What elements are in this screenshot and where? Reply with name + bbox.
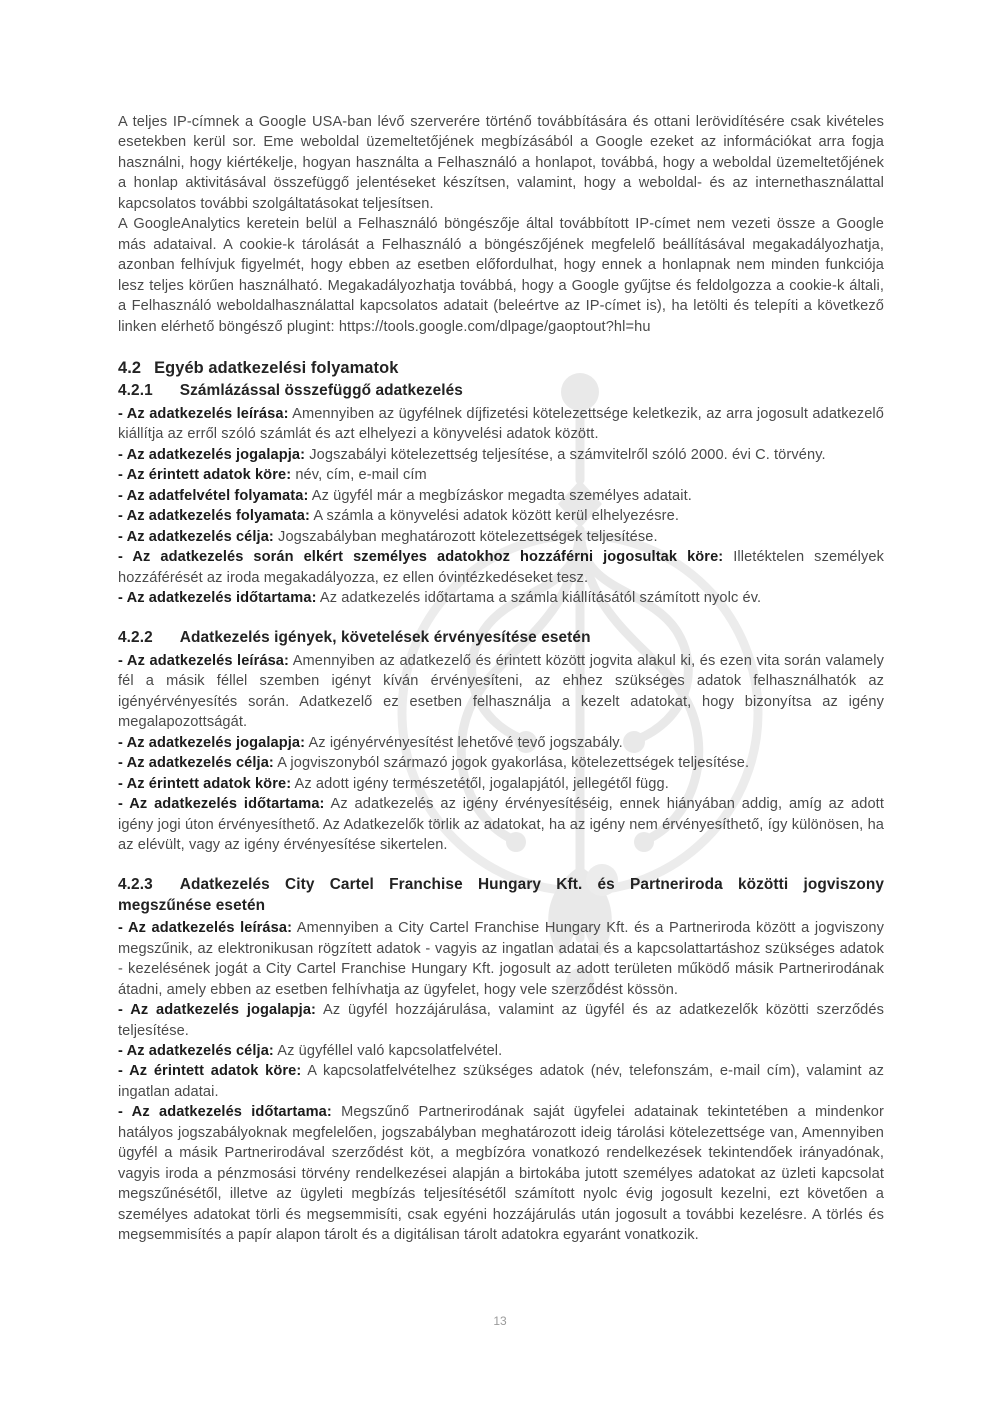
item-label: - Az adatkezelés jogalapja: [118,446,306,463]
page-content [118,112,884,1246]
data-item [118,486,884,506]
data-item [118,506,884,526]
item-text: A kapcsolatfelvételhez szükséges adatok (név, telefonszám, e-mail cím), valamint az ingatlan adatai. [118,1063,884,1100]
item-label: - Az adatkezelés leírása: [118,405,289,422]
item-text: Az adott igény természetétől, jogalapjától, jellegétől függ. [294,775,669,792]
item-label: - Az adatkezelés célja: [118,1043,274,1060]
page-number: 13 [493,1314,507,1328]
data-item [118,753,884,773]
data-item [118,794,884,855]
data-item [118,588,884,608]
item-text: Amennyiben a City Cartel Franchise Hungary Kft. és a Partneriroda között a jogviszony megszűnik, az elektronikusan rögzített adatok - vagyis az ingatlan adatai és a kapcsolattartáshoz szükséges adatok - kezelésének jogát a City Cartel Franchise Hungary Kft. jogosult az adott területen működő másik Partnerirodának átadni, amely ebben az esetben felhívhatja az ügyfelet, hogy vele szerződést kössön. [118,920,884,998]
subsection-number: 4.2.3 [118,876,153,894]
subsection-heading [118,628,884,648]
item-label: - Az adatkezelés időtartama: [118,589,317,606]
item-text: név, cím, e-mail cím [295,467,427,484]
section-number: 4.2 [118,358,142,377]
item-label: - Az adatkezelés jogalapja: [118,1002,316,1019]
item-text: Az adatkezelés időtartama a számla kiállításától számított nyolc év. [319,589,762,606]
data-item [118,404,884,445]
data-item [118,918,884,1000]
item-text: A számla a könyvelési adatok között kerül elhelyezésre. [313,508,679,525]
item-text: Jogszabályi kötelezettség teljesítése, a számvitelről szóló 2000. évi C. törvény. [309,446,826,463]
item-text: Az ügyfél hozzájárulása, valamint az ügyfél és az adatkezelők közötti szerződés teljesítése. [118,1002,885,1039]
data-item [118,445,884,465]
item-label: - Az adatkezelés során elkért személyes adatokhoz hozzáférni jogosultak köre: [118,549,724,566]
data-item [118,1041,884,1061]
item-label: - Az adatkezelés időtartama: [118,796,325,813]
data-item [118,733,884,753]
data-item [118,1000,884,1041]
subsection-title: Adatkezelés City Cartel Franchise Hungary Kft. és Partneriroda közötti jogviszony megszűnése esetén [118,876,884,914]
data-item [118,1102,884,1245]
section-heading [118,358,884,378]
item-label: - Az adatfelvétel folyamata: [118,487,309,504]
item-label: - Az adatkezelés célja: [118,528,274,545]
subsection-number: 4.2.1 [118,382,153,400]
item-text: Amennyiben az ügyfélnek díjfizetési kötelezettsége keletkezik, az arra jogosult adatkezelő kiállítja az erről szóló számlát és azt elhelyezi a könyvelési adatok között. [118,405,884,443]
section-title: Egyéb adatkezelési folyamatok [154,358,399,377]
data-item [118,527,884,547]
item-text: Az igényérvényesítést lehetővé tevő jogszabály. [308,734,623,751]
intro-paragraph: A teljes IP-címnek a Google USA-ban lévő szerverére történő továbbítására és ottani lerövidítésére csak kivételes esetekben kerül sor. Eme weboldal üzemeltetőjének megbízásából a Google ezeket az információkat arra fogja használni, hogy kiértékelje, hogyan használta a Felhasználó a honlapot, továbbá, hogy a weboldal üzemeltetőjének a honlap aktivitásával összefüggő jelentéseket készítsen, valamint, hogy a weboldal- és az internethasználattal kapcsolatos további szolgáltatásokat teljesítsen. [118,114,884,212]
item-text: Jogszabályban meghatározott kötelezettségek teljesítése. [278,528,658,545]
item-text: Illetéktelen személyek hozzáférését az iroda megakadályozza, ez ellen óvintézkedéseket tesz. [118,549,885,586]
subsection-number: 4.2.2 [118,629,153,647]
data-item [118,1061,884,1102]
item-label: - Az adatkezelés időtartama: [118,1104,332,1121]
item-label: - Az adatkezelés leírása: [118,920,293,937]
item-label: - Az adatkezelés jogalapja: [118,734,306,751]
subsection-heading [118,875,884,916]
item-text: Az adatkezelés az igény érvényesítéséig, ennek hiányában addig, amíg az adott igény jogi úton érvényesíthető. Az Adatkezelők törlik az adatokat, ha az igény nem érvényesíthető, így különösen, ha az elévült, vagy az igény érvényesítése sikertelen. [118,796,884,853]
item-label: - Az érintett adatok köre: [118,775,292,792]
subsection-title: Számlázással összefüggő adatkezelés [179,382,463,400]
item-text: A jogviszonyból származó jogok gyakorlása, kötelezettségek teljesítése. [277,755,750,772]
data-item [118,547,884,588]
item-label: - Az adatkezelés folyamata: [118,508,310,525]
item-label: - Az érintett adatok köre: [118,467,292,484]
item-text: Megszűnő Partnerirodának saját ügyfelei adatainak tekintetében a mindenkor hatályos jogszabályoknak megfelelően, jogszabályban meghatározott ideig tárolási kötelezettsége van, Amennyiben ügyfél a másik Partnerirodával szerződést köt, a megbízóra vonatkozó rendelkezések tekintendőek irányadónak, vagyis iroda a pénzmosási törvény rendelkezései alapján a birtokába jutott személyes adatokat az üzleti kapcsolat megszűnésétől, illetve az ügyleti megbízás teljesítésétől számított nyolc évig jogosult kezelni, ezt követően a személyes adatokat törli és megsemmisíti, csak egyéni hozzájárulás után jogosult a további kezelésre. A törlés és megsemmisítés a papír alapon tárolt és a digitálisan tárolt adatokra egyaránt vonatkozik. [118,1104,884,1244]
subsection-title: Adatkezelés igények, követelések érvényesítése esetén [179,629,591,647]
item-label: - Az adatkezelés leírása: [118,652,289,669]
intro-paragraph: A GoogleAnalytics keretein belül a Felhasználó böngészője által továbbított IP-címet nem vezeti össze a Google más adataival. A cookie-k tárolását a Felhasználó a böngészőjének megfelelő beállításával megakadályozhatja, azonban felhívjuk figyelmét, hogy ebben az esetben előfordulhat, hogy ennek a honlapnak nem minden funkciója lesz teljes körűen használható. Megakadályozhatja továbbá, hogy a Google gyűjtse és feldolgozza a cookie-k általi, a Felhasználó weboldalhasználattal kapcsolatos adatait (beleértve az IP-címet is), ha letölti és telepíti a következő linken elérhető böngésző plugint: https://tools.google.com/dlpage/gaoptout?hl=hu [118,216,884,335]
item-text: Amennyiben az adatkezelő és érintett között jogvita alakul ki, és ezen vita során valamely fél a másik féllel szemben igényt kíván érvényesíteni, az ehhez szükséges adatok felhasználhatók az igényérvényesítés során. Adatkezelő ez esetben felhasználja a kezelt adatokat, hogy bizonyítsa az igény megalapozottságát. [118,652,884,731]
data-item [118,465,884,485]
data-item [118,774,884,794]
item-text: Az ügyfél már a megbízáskor megadta személyes adatait. [311,487,692,504]
item-label: - Az érintett adatok köre: [118,1063,302,1080]
subsection-heading [118,381,884,401]
item-text: Az ügyféllel való kapcsolatfelvétel. [277,1043,503,1060]
data-item [118,651,884,733]
item-label: - Az adatkezelés célja: [118,755,274,772]
